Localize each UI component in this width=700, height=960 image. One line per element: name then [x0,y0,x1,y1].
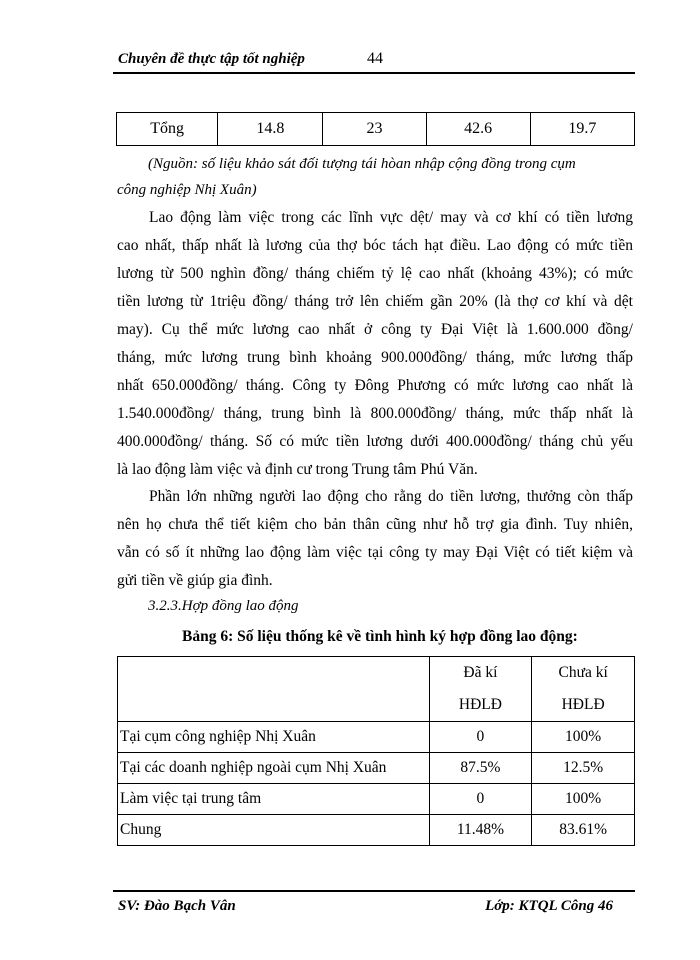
row-label: Làm việc tại trung tâm [118,784,430,815]
row-signed: 0 [429,784,532,815]
summary-table [116,112,635,146]
contract-table [117,656,635,846]
paragraph-line: 400.000đồng/ tháng. Số có mức tiền lương dưới 400.000đồng/ tháng chủ yếu [117,433,633,450]
paragraph-line: tháng, mức lương trung bình khoảng 900.000đồng/ tháng, mức lương thấp [117,349,633,366]
table-cell: 19.7 [530,113,634,146]
paragraph-line: vẫn có số ít những lao động làm việc tại công ty may Đại Việt có tiết kiệm và [117,544,633,561]
row-signed: 11.48% [429,815,532,846]
table-header-signed [429,657,532,722]
source-note-line: (Nguồn: số liệu khảo sát đối tượng tái hòan nhập cộng đồng trong cụm [148,156,576,172]
paragraph-line: Phần lớn những người lao động cho rằng do tiền lương, thưởng còn thấp [149,488,633,505]
header-line: HĐLĐ [458,696,502,713]
header-line: Chưa kí [558,664,608,681]
paragraph-wages [117,204,633,484]
table-cell: Tổng [117,113,218,146]
source-note-line: công nghiệp Nhị Xuân) [117,182,257,198]
paragraph-line: lương từ 500 nghìn đồng/ tháng chiếm tỷ lệ cao nhất (khoảng 43%); có mức [117,265,633,282]
paragraph-line: nhất 650.000đồng/ tháng. Công ty Đông Phương có mức lương cao nhất là [117,377,633,394]
source-note [117,151,634,203]
paragraph-line: tiền lương từ 1triệu đồng/ tháng trở lên chiếm gần 20% (là thợ cơ khí và dệt [117,293,633,310]
table-cell: 14.8 [218,113,323,146]
table-row [118,753,635,784]
page-header [113,48,635,74]
paragraph-savings [117,483,633,595]
class-name: Lớp: KTQL Công 46 [485,898,613,914]
table-cell: 23 [323,113,426,146]
table-row [118,722,635,753]
table-caption: Bảng 6: Số liệu thống kê về tình hình ký hợp đồng lao động: [182,628,578,645]
paragraph-line: may). Cụ thể mức lương cao nhất ở công ty Đại Việt là 1.600.000 đồng/ [117,321,633,338]
page-footer [113,890,635,918]
table-header-row [118,657,635,722]
paragraph-line: là lao động làm việc và định cư trong Trung tâm Phú Văn. [117,461,478,478]
table-cell: 42.6 [426,113,530,146]
table-header-empty [118,657,430,722]
table-row [117,113,635,146]
table-row [118,784,635,815]
header-line: Đã kí [463,664,498,681]
row-unsigned: 100% [532,784,635,815]
row-label: Tại các doanh nghiệp ngoài cụm Nhị Xuân [118,753,430,784]
table-header-unsigned [532,657,635,722]
row-unsigned: 12.5% [532,753,635,784]
paragraph-line: nên họ chưa thể tiết kiệm cho bản thân cũng như hỗ trợ gia đình. Tuy nhiên, [117,516,633,533]
page-number: 44 [367,50,383,67]
table-row [118,815,635,846]
paragraph-line: Lao động làm việc trong các lĩnh vực dệt/ may và cơ khí có tiền lương [149,209,633,226]
row-label: Tại cụm công nghiệp Nhị Xuân [118,722,430,753]
paragraph-line: 1.540.000đồng/ tháng, trung bình là 800.000đồng/ tháng, mức thấp nhất là [117,405,633,422]
row-signed: 87.5% [429,753,532,784]
row-signed: 0 [429,722,532,753]
row-unsigned: 83.61% [532,815,635,846]
header-line: HĐLĐ [561,696,605,713]
subsection-heading: 3.2.3.Hợp đồng lao động [148,598,299,614]
student-name: SV: Đào Bạch Vân [118,898,236,914]
paragraph-line: gửi tiền về giúp gia đình. [117,572,273,589]
row-unsigned: 100% [532,722,635,753]
row-label: Chung [118,815,430,846]
paragraph-line: cao nhất, thấp nhất là lương của thợ bóc tách hạt điều. Lao động có mức tiền [117,237,633,254]
document-title: Chuyên đề thực tập tốt nghiệp [118,51,305,67]
